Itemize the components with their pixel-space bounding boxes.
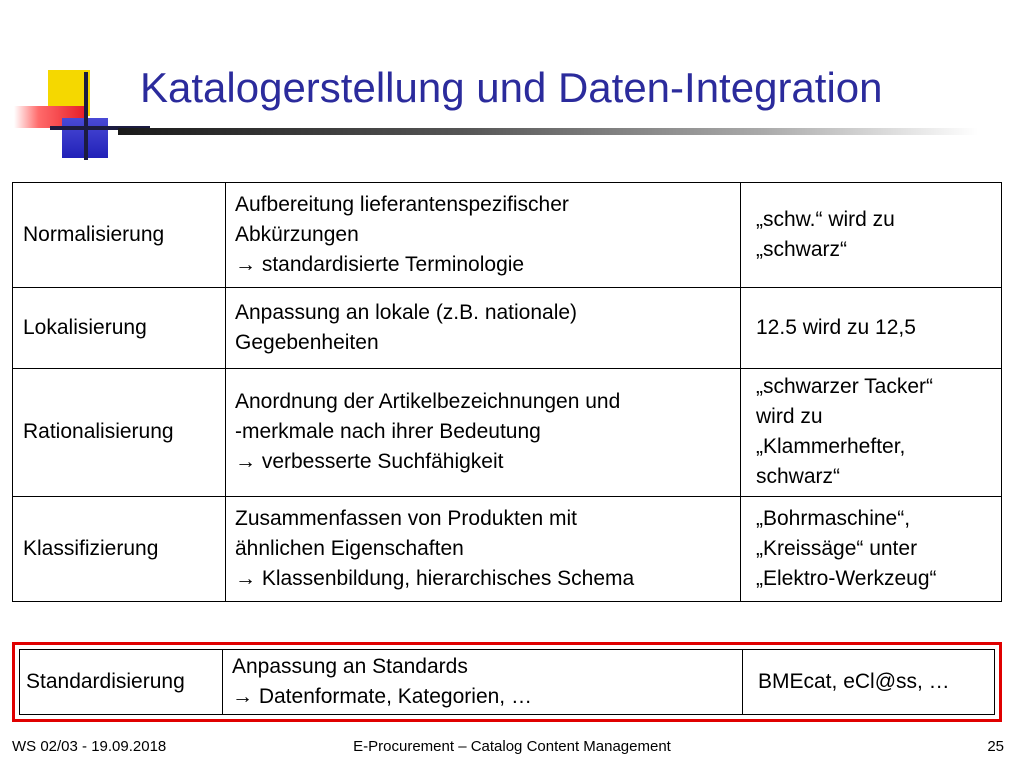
- table-cell-description: Anordnung der Artikelbezeichnungen und -merkmale nach ihrer Bedeutung → verbesserte Suchfähigkeit: [225, 368, 740, 496]
- table-cell-term: Normalisierung: [23, 223, 165, 246]
- table-cell-term: Klassifizierung: [23, 536, 159, 560]
- table-row: [13, 368, 1001, 497]
- table-cell-example: BMEcat, eCl@ss, …: [742, 650, 994, 714]
- table-cell-term: Standardisierung: [26, 670, 185, 693]
- table-cell-description: Anpassung an Standards → Datenformate, Kategorien, …: [222, 650, 742, 714]
- table-cell-description: Zusammenfassen von Produkten mit ähnlichen Eigenschaften → Klassenbildung, hierarchisches Schema: [225, 496, 740, 601]
- table-cell-example: „schwarzer Tacker“ wird zu „Klammerhefter, schwarz“: [740, 368, 1001, 496]
- table-cell-term: Rationalisierung: [23, 420, 174, 443]
- table-row: [13, 287, 1001, 369]
- highlighted-standardization-row: [12, 642, 1002, 722]
- slide-logo: [10, 68, 150, 168]
- footer-page-number: 25: [987, 738, 1004, 755]
- table-row: [13, 183, 1001, 288]
- table-cell-example: „Bohrmaschine“, „Kreissäge“ unter „Elektro-Werkzeug“: [740, 496, 1001, 601]
- table-cell-term: Lokalisierung: [23, 315, 147, 339]
- table-cell-description: Anpassung an lokale (z.B. nationale) Gegebenheiten: [225, 287, 740, 368]
- slide-title: Katalogerstellung und Daten-Integration: [140, 64, 883, 111]
- process-table: [12, 182, 1002, 602]
- title-underline: [118, 128, 978, 135]
- table-row: [13, 496, 1001, 601]
- logo-vertical-line: [84, 72, 88, 160]
- footer-course-title: E-Procurement – Catalog Content Management: [353, 738, 671, 755]
- footer-date: WS 02/03 - 19.09.2018: [12, 738, 167, 755]
- table-cell-example: 12.5 wird zu 12,5: [740, 287, 1001, 368]
- table-cell-description: Aufbereitung lieferantenspezifischer Abkürzungen → standardisierte Terminologie: [225, 183, 740, 287]
- table-row: [19, 649, 995, 715]
- table-cell-example: „schw.“ wird zu „schwarz“: [740, 183, 1001, 287]
